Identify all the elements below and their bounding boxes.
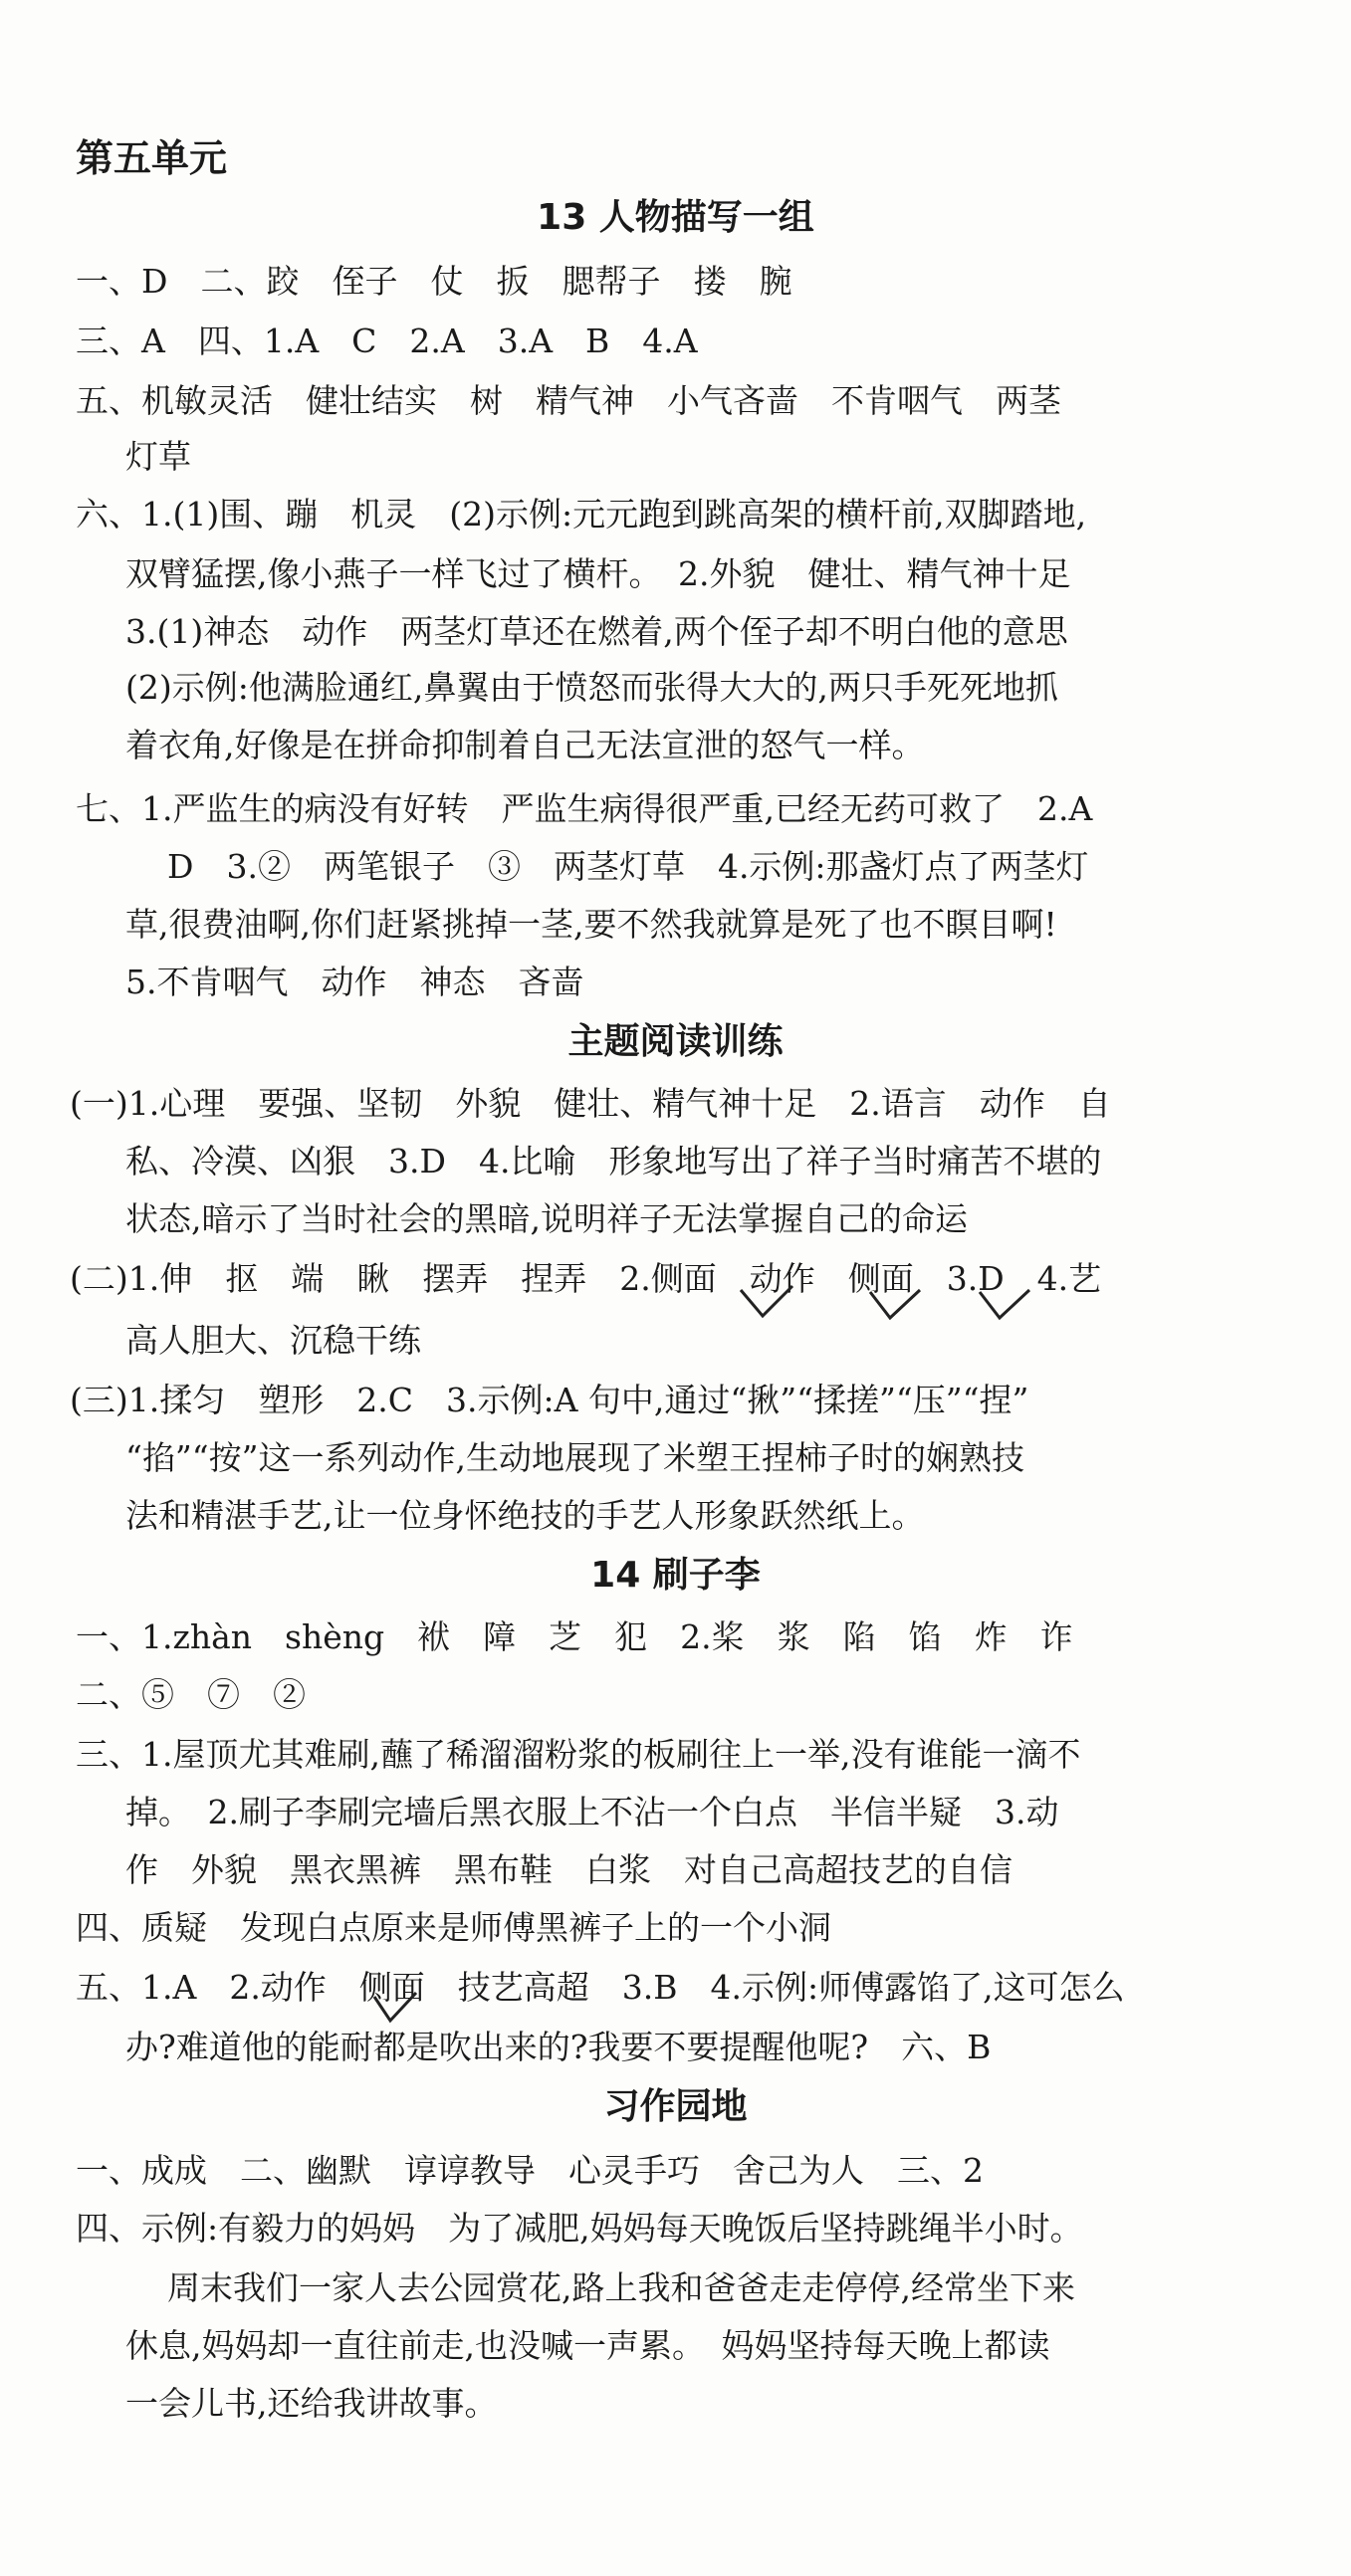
answer-line: 六、1.(1)围、蹦 机灵 (2)示例:元元跑到跳高架的横杆前,双脚踏地,: [76, 495, 1087, 534]
section-title-13: 13 人物描写一组: [537, 197, 814, 238]
answer-line: 灯草: [125, 437, 191, 476]
answer-line: 二、⑤ ⑦ ②: [76, 1675, 306, 1714]
answer-line: 五、1.A 2.动作 侧面 技艺高超 3.B 4.示例:师傅露馅了,这可怎么: [76, 1968, 1125, 2007]
answer-line: 一、D 二、跤 侄子 仗 扳 腮帮子 搂 腕: [76, 262, 792, 301]
section-title-reading: 主题阅读训练: [567, 1021, 784, 1062]
unit-title: 第五单元: [76, 136, 228, 180]
answer-line: D 3.② 两笔银子 ③ 两茎灯草 4.示例:那盏灯点了两茎灯: [167, 847, 1089, 886]
answer-line: (二)1.伸 抠 端 瞅 摆弄 捏弄 2.侧面 动作 侧面 3.D 4.艺: [70, 1259, 1102, 1298]
answer-line: 一、1.zhàn shèng 袱 障 芝 犯 2.桨 浆 陷 馅 炸 诈: [76, 1617, 1073, 1656]
check-mark-icon: [370, 1991, 420, 2025]
check-mark-icon: [866, 1286, 926, 1322]
answer-line: (一)1.心理 要强、坚韧 外貌 健壮、精气神十足 2.语言 动作 自: [70, 1084, 1111, 1123]
check-mark-icon: [976, 1286, 1035, 1322]
answer-line: (三)1.揉匀 塑形 2.C 3.示例:A 句中,通过“揪”“揉搓”“压”“捏”: [70, 1381, 1029, 1419]
answer-line: (2)示例:他满脸通红,鼻翼由于愤怒而张得大大的,两只手死死地抓: [125, 668, 1058, 707]
answer-line: 5.不肯咽气 动作 神态 吝啬: [125, 963, 584, 1001]
answer-line: 一会儿书,还给我讲故事。: [125, 2384, 498, 2423]
answer-line: 五、机敏灵活 健壮结实 树 精气神 小气吝啬 不肯咽气 两茎: [76, 381, 1061, 420]
answer-line: 三、A 四、1.A C 2.A 3.A B 4.A: [76, 322, 698, 360]
answer-line: 3.(1)神态 动作 两茎灯草还在燃着,两个侄子却不明白他的意思: [125, 612, 1068, 651]
answer-line: 法和精湛手艺,让一位身怀绝技的手艺人形象跃然纸上。: [125, 1496, 925, 1535]
answer-line: 状态,暗示了当时社会的黑暗,说明祥子无法掌握自己的命运: [125, 1199, 968, 1238]
answer-line: “掐”“按”这一系列动作,生动地展现了米塑王捏柿子时的娴熟技: [125, 1438, 1024, 1477]
answer-line: 七、1.严监生的病没有好转 严监生病得很严重,已经无药可救了 2.A: [76, 789, 1093, 828]
answer-line: 办?难道他的能耐都是吹出来的?我要不要提醒他呢? 六、B: [125, 2028, 992, 2066]
answer-line: 草,很费油啊,你们赶紧挑掉一茎,要不然我就算是死了也不瞑目啊!: [125, 905, 1057, 944]
answer-line: 双臂猛摆,像小燕子一样飞过了横杆。 2.外貌 健壮、精气神十足: [125, 554, 1071, 593]
check-mark-icon: [737, 1284, 796, 1320]
section-title-14: 14 刷子李: [590, 1555, 761, 1596]
answer-line: 四、质疑 发现白点原来是师傅黑裤子上的一个小洞: [76, 1908, 831, 1947]
answer-line: 一、成成 二、幽默 谆谆教导 心灵手巧 舍己为人 三、2: [76, 2151, 984, 2190]
answer-line: 着衣角,好像是在拼命抑制着自己无法宣泄的怒气一样。: [125, 726, 925, 764]
answer-line: 四、示例:有毅力的妈妈 为了减肥,妈妈每天晚饭后坚持跳绳半小时。: [76, 2209, 1083, 2248]
answer-line: 掉。 2.刷子李刷完墙后黑衣服上不沾一个白点 半信半疑 3.动: [125, 1793, 1059, 1831]
answer-line: 作 外貌 黑衣黑裤 黑布鞋 白浆 对自己高超技艺的自信: [125, 1850, 1013, 1889]
answer-line: 私、冷漠、凶狠 3.D 4.比喻 形象地写出了祥子当时痛苦不堪的: [125, 1142, 1102, 1181]
answer-line: 周末我们一家人去公园赏花,路上我和爸爸走走停停,经常坐下来: [167, 2268, 1075, 2307]
answer-line: 高人胆大、沉稳干练: [125, 1321, 421, 1360]
answer-line: 三、1.屋顶尤其难刷,蘸了稀溜溜粉浆的板刷往上一举,没有谁能一滴不: [76, 1735, 1081, 1774]
section-title-writing: 习作园地: [603, 2086, 748, 2127]
answer-line: 休息,妈妈却一直往前走,也没喊一声累。 妈妈坚持每天晚上都读: [125, 2326, 1050, 2365]
